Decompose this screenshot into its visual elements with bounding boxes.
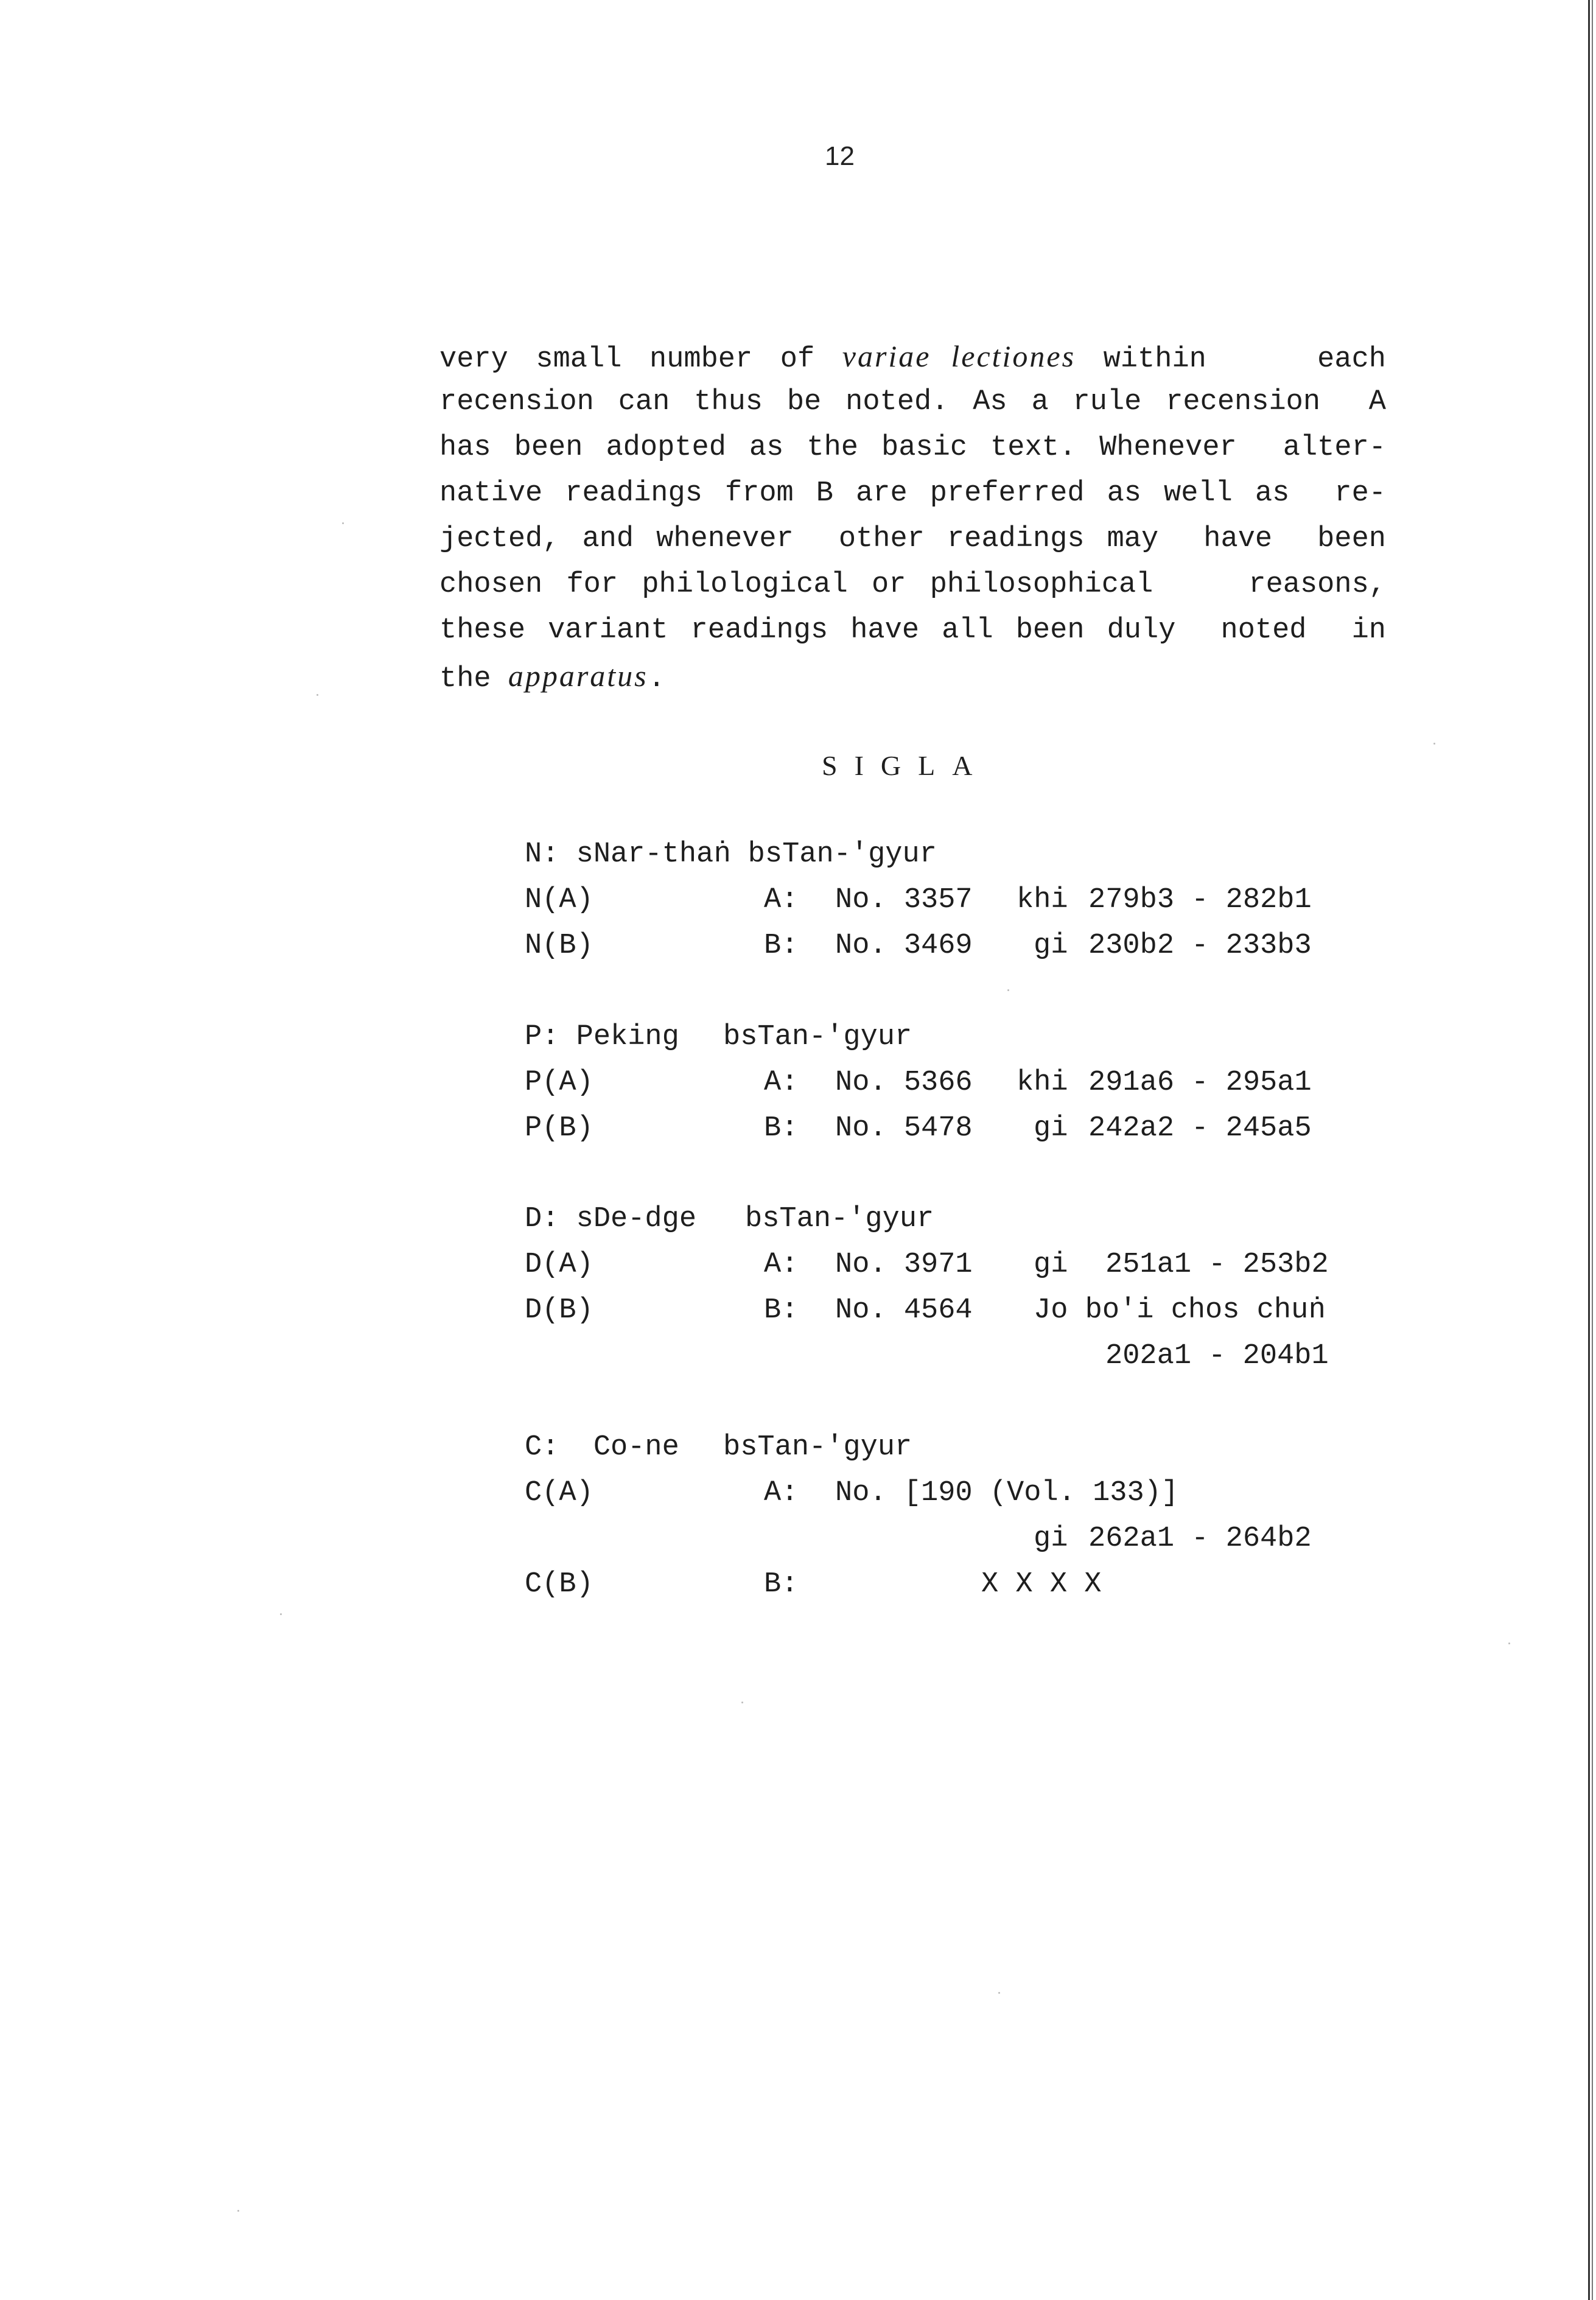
recension: B: bbox=[764, 930, 799, 962]
folios: 291a6 - 295a1 bbox=[1088, 1067, 1312, 1099]
sigla-group-heading: P: Peking bsTan-'gyur bbox=[525, 1021, 912, 1053]
paragraph-line: these variant readings have all been duly noted in bbox=[439, 614, 1386, 647]
paragraph-line: has been adopted as the basic text. Whenever alter- bbox=[439, 432, 1386, 464]
sigla-entry bbox=[0, 1566, 1596, 1604]
scan-speck bbox=[741, 1702, 743, 1703]
recension: A: bbox=[764, 1477, 799, 1509]
folios: 262a1 - 264b2 bbox=[1088, 1523, 1312, 1555]
paragraph-line: the apparatus. bbox=[439, 659, 665, 695]
paragraph-line: jected, and whenever other readings may have been bbox=[439, 523, 1386, 555]
italic-phrase: variae lectiones bbox=[842, 339, 1076, 373]
paragraph-line: very small number of variae lectiones within each bbox=[439, 339, 1386, 376]
siglum: D(B) bbox=[525, 1294, 593, 1327]
sigla-entry bbox=[0, 1064, 1596, 1102]
scan-speck bbox=[237, 2210, 239, 2212]
sigla-entry bbox=[0, 1292, 1596, 1330]
sigla-heading: SIGLA bbox=[822, 750, 990, 781]
catalogue-number: No. 3971 bbox=[835, 1249, 973, 1281]
catalogue-number: No. 5478 bbox=[835, 1112, 973, 1145]
scan-speck bbox=[998, 1992, 1000, 1994]
page-edge-line bbox=[1592, 0, 1593, 2300]
paragraph-line: chosen for philological or philosophical reasons, bbox=[439, 569, 1386, 601]
siglum: D(A) bbox=[525, 1249, 593, 1281]
volume: gi bbox=[1034, 1112, 1068, 1145]
sigla-entry bbox=[0, 927, 1596, 965]
scan-speck bbox=[1007, 989, 1009, 991]
catalogue-number: No. 3469 bbox=[835, 930, 973, 962]
siglum: N(A) bbox=[525, 884, 593, 916]
paragraph-line: native readings from B are preferred as well as re- bbox=[439, 477, 1386, 510]
volume: gi bbox=[1034, 1523, 1068, 1555]
sigla-group-heading: D: sDe-dge bsTan-'gyur bbox=[525, 1203, 934, 1235]
scan-speck bbox=[342, 522, 344, 524]
sigla-entry bbox=[0, 1110, 1596, 1148]
folios: 251a1 - 253b2 bbox=[1105, 1249, 1329, 1281]
sigla-entry bbox=[0, 1246, 1596, 1284]
siglum: P(B) bbox=[525, 1112, 593, 1145]
scan-speck bbox=[1433, 743, 1435, 745]
page-number: 12 bbox=[825, 141, 855, 171]
volume: khi bbox=[1017, 884, 1068, 916]
scan-speck bbox=[280, 1613, 282, 1615]
recension: B: bbox=[764, 1112, 799, 1145]
recension: A: bbox=[764, 1067, 799, 1099]
scan-speck bbox=[1508, 1643, 1510, 1644]
siglum: N(B) bbox=[525, 930, 593, 962]
italic-phrase: apparatus bbox=[508, 659, 648, 693]
siglum: C(A) bbox=[525, 1477, 593, 1509]
catalogue-number: No. 4564 bbox=[835, 1294, 973, 1327]
folios: 279b3 - 282b1 bbox=[1088, 884, 1312, 916]
siglum: P(A) bbox=[525, 1067, 593, 1099]
catalogue-number: No. 5366 bbox=[835, 1067, 973, 1099]
catalogue-number: X X X X bbox=[981, 1568, 1102, 1601]
sigla-entry bbox=[0, 882, 1596, 919]
siglum: C(B) bbox=[525, 1568, 593, 1601]
body-paragraph bbox=[439, 334, 1386, 699]
folios: 242a2 - 245a5 bbox=[1088, 1112, 1312, 1145]
paragraph-line: recension can thus be noted. As a rule recension A bbox=[439, 386, 1386, 418]
page-edge-line bbox=[1588, 0, 1590, 2300]
folios: 230b2 - 233b3 bbox=[1088, 930, 1312, 962]
catalogue-number: No. [190 (Vol. 133)] bbox=[835, 1477, 1179, 1509]
sigla-group-heading: N: sNar-thaṅ bsTan-'gyur bbox=[525, 838, 937, 871]
sigla-entry-continued bbox=[0, 1338, 1596, 1375]
sigla-group-heading: C: Co-ne bsTan-'gyur bbox=[525, 1431, 912, 1464]
scan-speck bbox=[317, 694, 318, 696]
recension: A: bbox=[764, 1249, 799, 1281]
volume: Jo bo'i chos chuṅ bbox=[1034, 1294, 1326, 1327]
recension: A: bbox=[764, 884, 799, 916]
recension: B: bbox=[764, 1568, 799, 1601]
folios: 202a1 - 204b1 bbox=[1105, 1340, 1329, 1372]
volume: gi bbox=[1034, 1249, 1068, 1281]
sigla-entry bbox=[0, 1474, 1596, 1512]
catalogue-number: No. 3357 bbox=[835, 884, 973, 916]
recension: B: bbox=[764, 1294, 799, 1327]
volume: gi bbox=[1034, 930, 1068, 962]
volume: khi bbox=[1017, 1067, 1068, 1099]
sigla-entry-continued bbox=[0, 1520, 1596, 1558]
